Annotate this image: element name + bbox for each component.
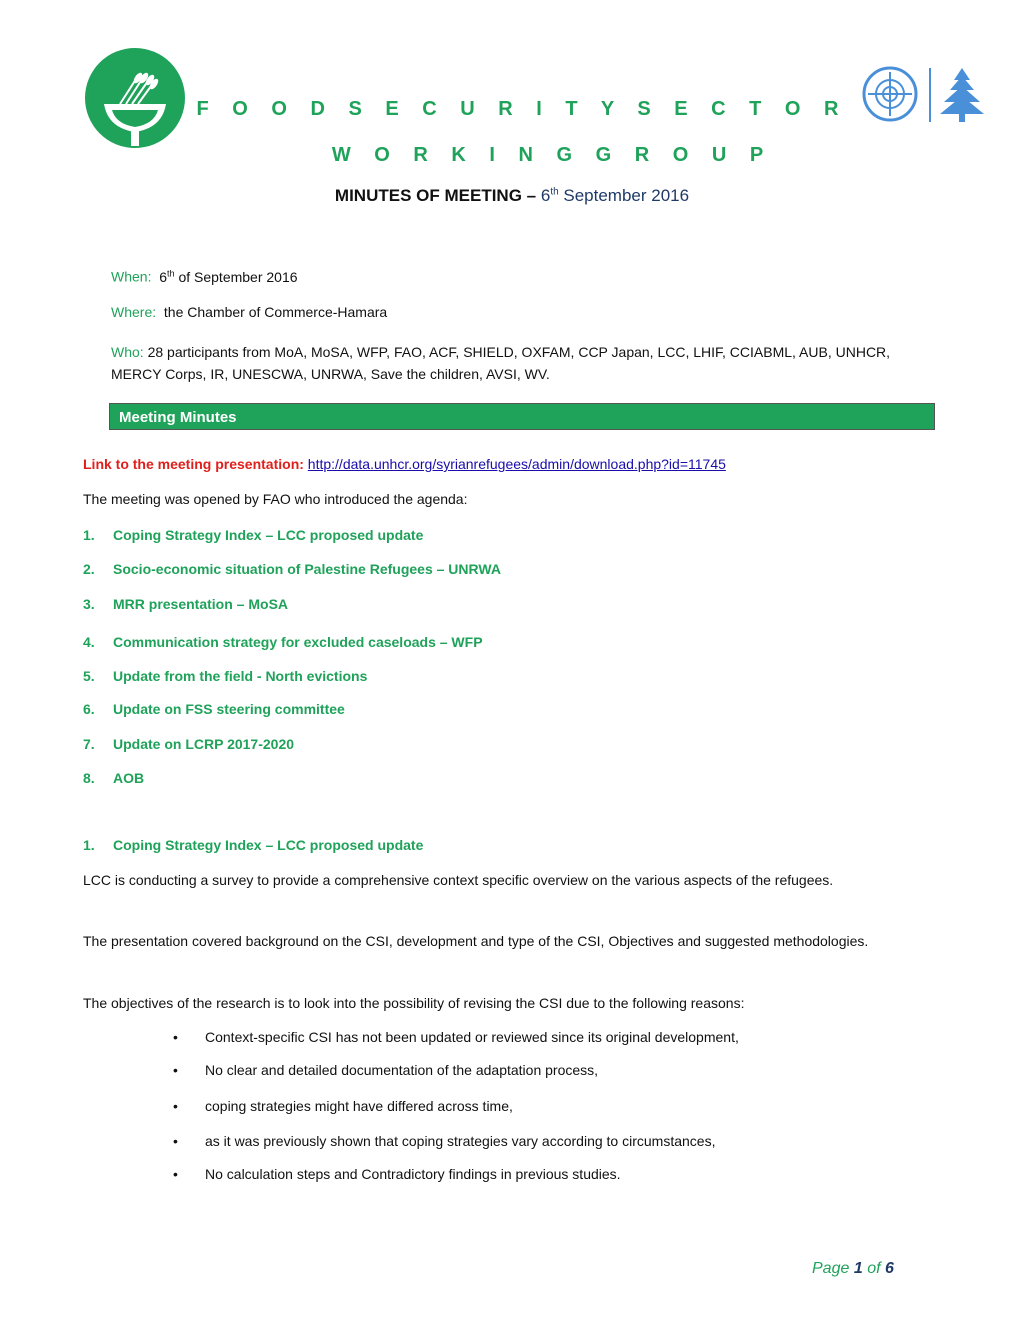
agenda-item: 3. MRR presentation – MoSA	[83, 596, 289, 612]
meeting-minutes-bar	[109, 403, 935, 430]
presentation-link-line	[83, 456, 726, 472]
agenda-item: 4. Communication strategy for excluded caseloads – WFP	[83, 634, 483, 650]
agenda-item: 6. Update on FSS steering committee	[83, 701, 345, 717]
bullet-icon: •	[173, 1166, 178, 1182]
list-item: • as it was previously shown that coping strategies vary according to circumstances,	[173, 1133, 716, 1149]
agenda-item: 8. AOB	[83, 770, 145, 786]
where-value: the Chamber of Commerce-Hamara	[163, 304, 388, 320]
agenda-item: 1. Coping Strategy Index – LCC proposed update	[83, 527, 424, 543]
meta-who	[111, 341, 911, 385]
agenda-item: 5. Update from the field - North evictions	[83, 668, 368, 684]
sector-title-line1: F O O D S E C U R I T Y S E C T O R	[196, 98, 848, 120]
presentation-link[interactable]: http://data.unhcr.org/syrianrefugees/admin/download.php?id=11745	[307, 456, 726, 472]
list-item: • No calculation steps and Contradictory findings in previous studies.	[173, 1166, 621, 1182]
section1-paragraph-3: The objectives of the research is to look into the possibility of revising the CSI due to the following reasons:	[83, 995, 745, 1011]
meta-where	[111, 301, 911, 323]
when-value: 6th of September 2016	[159, 268, 298, 285]
section1-paragraph-2: The presentation covered background on the CSI, development and type of the CSI, Objectives and suggested methodologies.	[83, 933, 869, 949]
who-label: Who:	[111, 344, 144, 360]
minutes-date: 6th September 2016	[540, 186, 690, 205]
bullet-icon: •	[173, 1098, 178, 1114]
section1-heading: 1. Coping Strategy Index – LCC proposed update	[83, 837, 424, 853]
sector-title-line2: W O R K I N G G R O U P	[331, 144, 773, 166]
agenda-intro: The meeting was opened by FAO who introduced the agenda:	[83, 491, 468, 507]
meta-when	[111, 262, 911, 288]
where-label: Where:	[111, 304, 157, 320]
when-label: When:	[111, 268, 152, 285]
list-item: • Context-specific CSI has not been updated or reviewed since its original development,	[173, 1029, 739, 1045]
bullet-icon: •	[173, 1029, 178, 1045]
bullet-icon: •	[173, 1062, 178, 1078]
who-value: 28 participants from MoA, MoSA, WFP, FAO, ACF, SHIELD, OXFAM, CCP Japan, LCC, LHIF, CCIABML, AUB, UNHCR, MERCY Corps, IR, UNESCWA, UNRWA, Save the children, AVSI, WV.	[111, 344, 891, 382]
minutes-heading	[0, 186, 1024, 206]
agenda-item: 2. Socio-economic situation of Palestine Refugees – UNRWA	[83, 561, 501, 577]
meeting-minutes-heading: Meeting Minutes	[119, 409, 237, 426]
minutes-label: MINUTES OF MEETING –	[334, 186, 537, 205]
section1-paragraph-1: LCC is conducting a survey to provide a comprehensive context specific overview on the various aspects of the refugees.	[83, 872, 834, 888]
presentation-link-label: Link to the meeting presentation:	[83, 456, 304, 472]
bullet-icon: •	[173, 1133, 178, 1149]
page-number: Page 1 of 6	[812, 1260, 894, 1277]
list-item: • No clear and detailed documentation of the adaptation process,	[173, 1062, 599, 1078]
agenda-item: 7. Update on LCRP 2017-2020	[83, 736, 295, 752]
list-item: • coping strategies might have differed across time,	[173, 1098, 513, 1114]
